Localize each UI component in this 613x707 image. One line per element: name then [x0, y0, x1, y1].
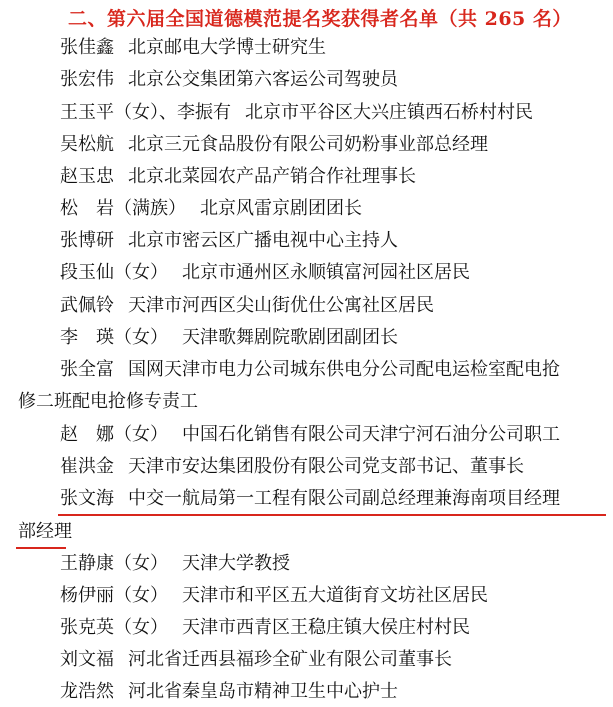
person-name: 赵玉忠 [60, 166, 114, 187]
person-name: 张全富 [60, 359, 114, 380]
list-item-continuation: 修二班配电抢修专责工 [18, 391, 198, 412]
person-name: 龙浩然 [60, 681, 114, 702]
list-item [60, 582, 488, 610]
person-name: 崔洪金 [60, 456, 114, 477]
person-name: 王玉平（女）、李振有 [60, 102, 231, 123]
person-name: 李 瑛（女） [60, 327, 168, 348]
person-description: 河北省秦皇岛市精神卫生中心护士 [128, 681, 398, 702]
list-item [60, 99, 533, 127]
list-item [60, 646, 452, 674]
person-description: 天津大学教授 [182, 553, 290, 574]
person-description: 北京市密云区广播电视中心主持人 [128, 230, 398, 251]
person-description: 北京三元食品股份有限公司奶粉事业部总经理 [128, 134, 488, 155]
person-description: 天津市和平区五大道街育文坊社区居民 [182, 585, 488, 606]
list-item [60, 195, 362, 223]
person-description: 北京北菜园农产品产销合作社理事长 [128, 166, 416, 187]
list-item [60, 259, 470, 287]
person-description: 北京市平谷区大兴庄镇西石桥村村民 [245, 102, 533, 123]
person-name: 张宏伟 [60, 69, 114, 90]
person-name: 王静康（女） [60, 553, 168, 574]
list-item [60, 34, 326, 62]
list-item [60, 453, 524, 481]
person-description: 天津市河西区尖山街优仕公寓社区居民 [128, 295, 434, 316]
person-description: 北京公交集团第六客运公司驾驶员 [128, 69, 398, 90]
list-item [60, 550, 290, 578]
list-item [60, 66, 398, 94]
person-name: 张克英（女） [60, 617, 168, 638]
list-item [60, 131, 488, 159]
section-heading: 二、第六届全国道德模范提名奖获得者名单（共 265 名） [68, 8, 572, 30]
list-item [60, 163, 416, 191]
highlight-underline [16, 547, 66, 549]
person-description: 河北省迁西县福珍全矿业有限公司董事长 [128, 649, 452, 670]
person-name: 张佳鑫 [60, 37, 114, 58]
list-item [60, 421, 560, 449]
person-name: 松 岩（满族） [60, 198, 186, 219]
list-item [60, 356, 560, 384]
person-description: 天津市西青区王稳庄镇大侯庄村村民 [182, 617, 470, 638]
person-description: 中国石化销售有限公司天津宁河石油分公司职工 [182, 424, 560, 445]
person-description: 天津歌舞剧院歌剧团副团长 [182, 327, 398, 348]
person-description: 国网天津市电力公司城东供电分公司配电运检室配电抢 [128, 359, 560, 380]
person-description: 北京邮电大学博士研究生 [128, 37, 326, 58]
person-name: 武佩铃 [60, 295, 114, 316]
list-item-highlighted [60, 485, 560, 513]
highlight-underline [58, 514, 606, 516]
person-name: 张博研 [60, 230, 114, 251]
list-item [60, 292, 434, 320]
person-description: 天津市安达集团股份有限公司党支部书记、董事长 [128, 456, 524, 477]
list-item [60, 614, 470, 642]
list-item-continuation: 部经理 [18, 521, 72, 542]
person-description: 中交一航局第一工程有限公司副总经理兼海南项目经理 [128, 488, 560, 509]
person-name: 张文海 [60, 488, 114, 509]
person-description: 北京风雷京剧团团长 [200, 198, 362, 219]
person-name: 杨伊丽（女） [60, 585, 168, 606]
person-name: 刘文福 [60, 649, 114, 670]
person-name: 赵 娜（女） [60, 424, 168, 445]
list-item [60, 324, 398, 352]
list-item [60, 227, 398, 255]
person-name: 吴松航 [60, 134, 114, 155]
person-description: 北京市通州区永顺镇富河园社区居民 [182, 262, 470, 283]
person-name: 段玉仙（女） [60, 262, 168, 283]
list-item [60, 678, 398, 706]
